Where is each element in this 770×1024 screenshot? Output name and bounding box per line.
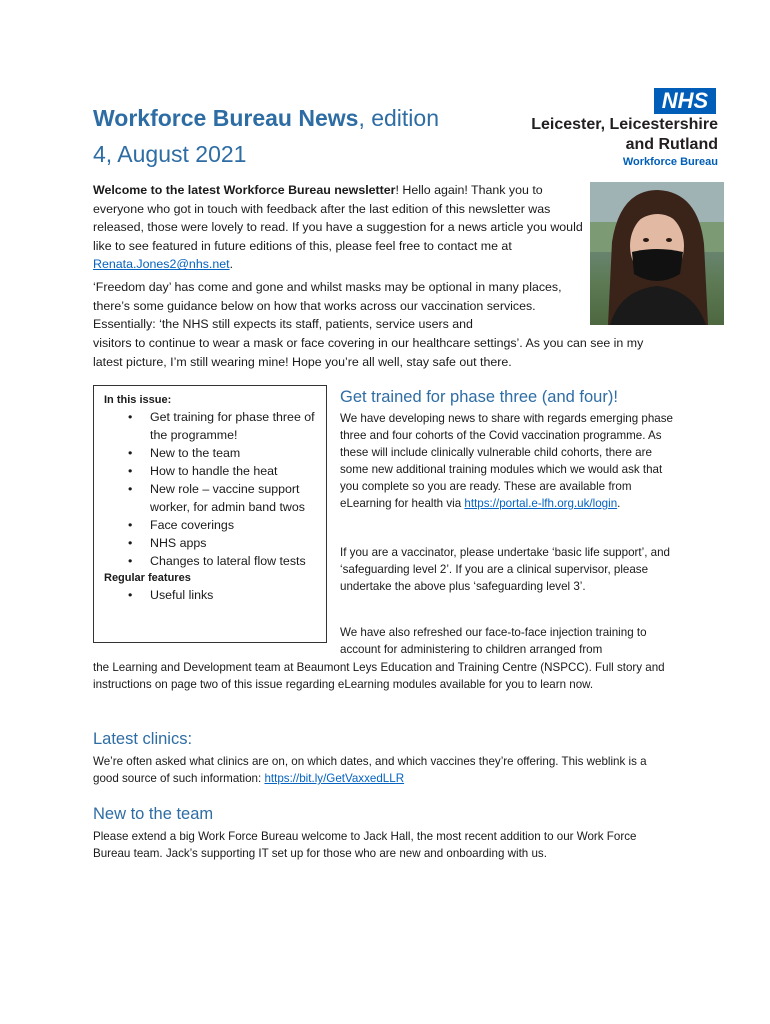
title-rest: , edition <box>358 105 439 131</box>
issue-item: • NHS apps <box>150 534 318 552</box>
title-bold: Workforce Bureau News <box>93 105 359 131</box>
issue-heading: In this issue: <box>104 394 172 406</box>
intro-freedom-cont: visitors to continue to wear a mask or face covering in our healthcare settings’. As you can see in my latest picture, I’m still wearing mine! Hope you’re all well, stay safe out there. <box>93 336 644 369</box>
regular-features-list <box>104 586 318 604</box>
author-photo <box>590 182 724 325</box>
training-p3-cont: the Learning and Development team at Beaumont Leys Education and Training Centre (NSPCC). Full story and instructions on page two of this issue regarding eLearning modules available for you to learn now. <box>93 661 665 692</box>
intro-freedom: ‘Freedom day’ has come and gone and whilst masks may be optional in many places, there’s some guidance below on how that works across our vaccination services. Essentially: ‘the NHS still expects its staff, patients, service users and <box>93 280 562 332</box>
training-p2: If you are a vaccinator, please undertake ‘basic life support’, and ‘safeguarding level 2’. If you are a clinical supervisor, please undertake the above plus ‘safeguarding level 3’. <box>340 546 670 593</box>
clinics-heading: Latest clinics: <box>93 730 193 748</box>
team-text: Please extend a big Work Force Bureau welcome to Jack Hall, the most recent addition to our Work Force Bureau team. Jack’s supporting IT set up for those who are new and onboarding with us. <box>93 830 637 861</box>
logo-line3: Workforce Bureau <box>622 156 718 168</box>
welcome-bold: Welcome to the latest Workforce Bureau newsletter <box>93 183 396 197</box>
welcome-text: ! Hello again! Thank you to everyone who got in touch with feedback after the last edition of this newsletter was released, those were lovely to read. If you have a suggestion for a news article you would like to see featured in future editions of this, please feel free to contact me at <box>93 183 583 253</box>
email-link[interactable]: Renata.Jones2@nhs.net <box>93 257 230 272</box>
training-heading: Get trained for phase three (and four)! <box>340 388 618 406</box>
team-heading: New to the team <box>93 805 214 823</box>
clinics-link[interactable]: https://bit.ly/GetVaxxedLLR <box>264 772 405 786</box>
issue-item: • Face coverings <box>150 516 318 534</box>
welcome-end: . <box>229 257 234 272</box>
intro-welcome <box>93 181 590 274</box>
clinics-text <box>93 753 673 788</box>
issue-item: • New role – vaccine support worker, for admin band twos <box>150 480 318 516</box>
training-p1-end: . <box>617 497 621 510</box>
issue-item: • Get training for phase three of the programme! <box>150 408 318 444</box>
title-line2: 4, August 2021 <box>93 141 247 167</box>
training-p3: We have also refreshed our face-to-face injection training to account for administering to children arranged from <box>340 626 647 656</box>
logo-line2: and Rutland <box>625 136 718 153</box>
logo-line1: Leicester, Leicestershire <box>531 116 718 133</box>
regular-features-heading: Regular features <box>104 572 191 584</box>
elfh-link[interactable]: https://portal.e-lfh.org.uk/login <box>464 497 618 510</box>
training-p1-text: We have developing news to share with regards emerging phase three and four cohorts of the Covid vaccination programme. As these will include clinically vulnerable child cohorts, there are some new additional training modules which we would ask that you complete so you are ready. These are available from eLearning for health via <box>340 412 673 510</box>
issue-contents-box <box>93 385 327 643</box>
nhs-badge: NHS <box>654 88 716 114</box>
nhs-logo <box>514 86 718 168</box>
issue-item: • Changes to lateral flow tests <box>150 552 318 570</box>
clinics-body: We’re often asked what clinics are on, on which dates, and which vaccines they’re offering. This weblink is a good source of such information: <box>93 755 647 786</box>
issue-item: • How to handle the heat <box>150 462 318 480</box>
issue-item: • New to the team <box>150 444 318 462</box>
newsletter-title <box>93 100 513 172</box>
regular-item: • Useful links <box>150 586 318 604</box>
issue-list <box>104 408 318 570</box>
training-p1 <box>340 410 680 512</box>
author-photo-illustration <box>590 182 724 325</box>
